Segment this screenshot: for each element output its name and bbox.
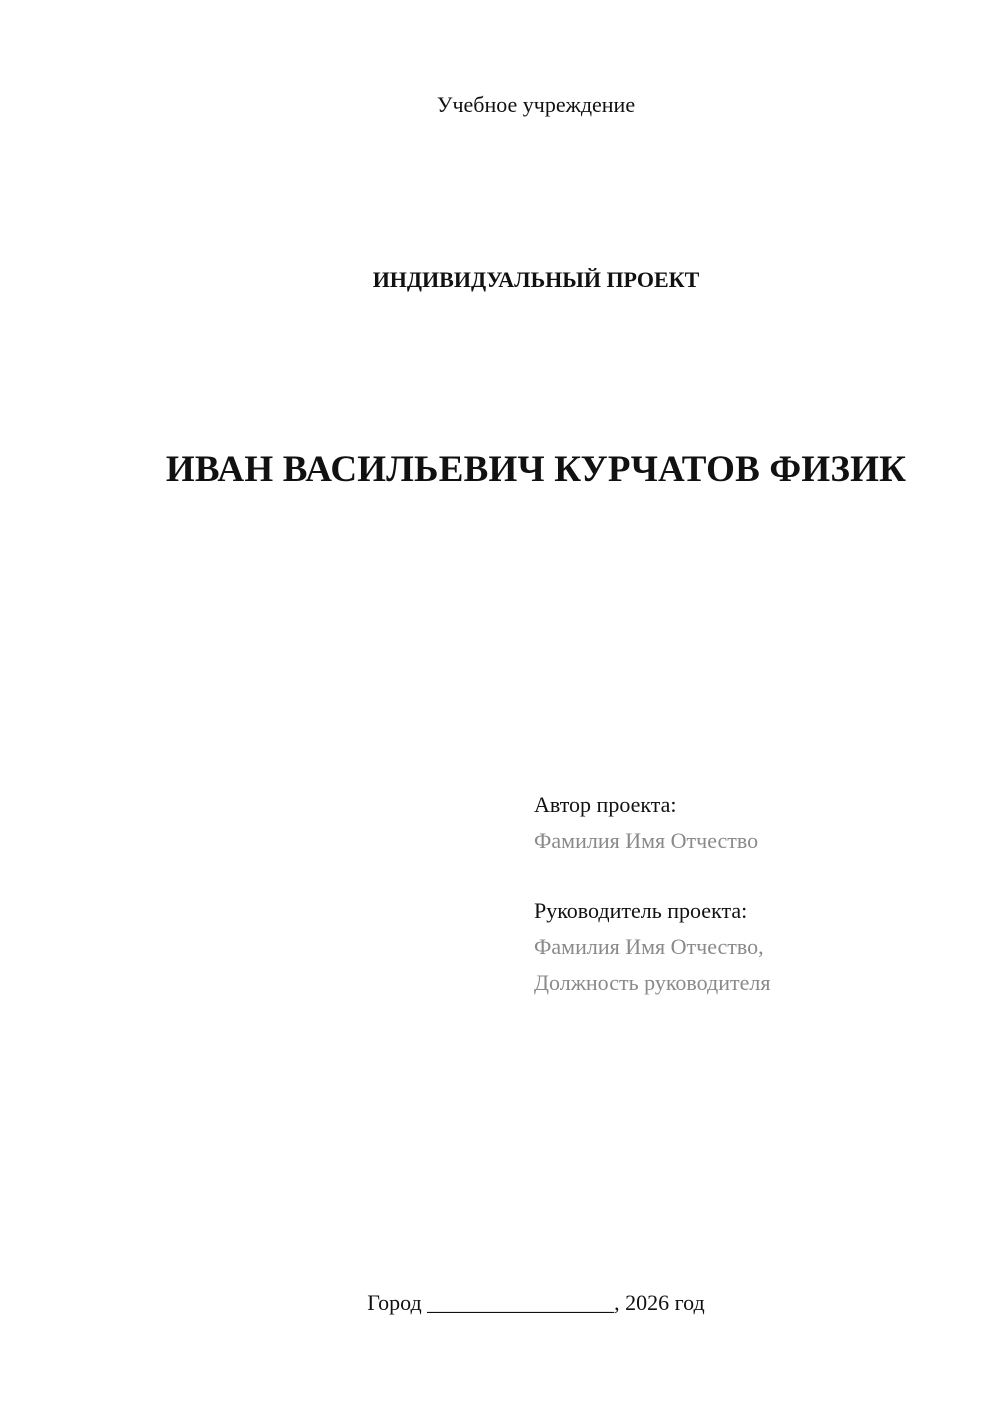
project-info-block (534, 787, 770, 1001)
document-title: ИВАН ВАСИЛЬЕВИЧ КУРЧАТОВ ФИЗИК (165, 449, 907, 490)
supervisor-name: Фамилия Имя Отчество, (534, 934, 764, 959)
project-type-heading: ИНДИВИДУАЛЬНЫЙ ПРОЕКТ (372, 267, 700, 292)
city-year-line: Город _________________, 2026 год (367, 1290, 705, 1315)
author-name: Фамилия Имя Отчество (534, 828, 759, 853)
supervisor-position: Должность руководителя (534, 970, 771, 995)
author-label: Автор проекта: (534, 792, 677, 817)
institution-name: Учебное учреждение (436, 92, 636, 117)
supervisor-label: Руководитель проекта: (534, 898, 748, 923)
spacer (534, 859, 770, 893)
